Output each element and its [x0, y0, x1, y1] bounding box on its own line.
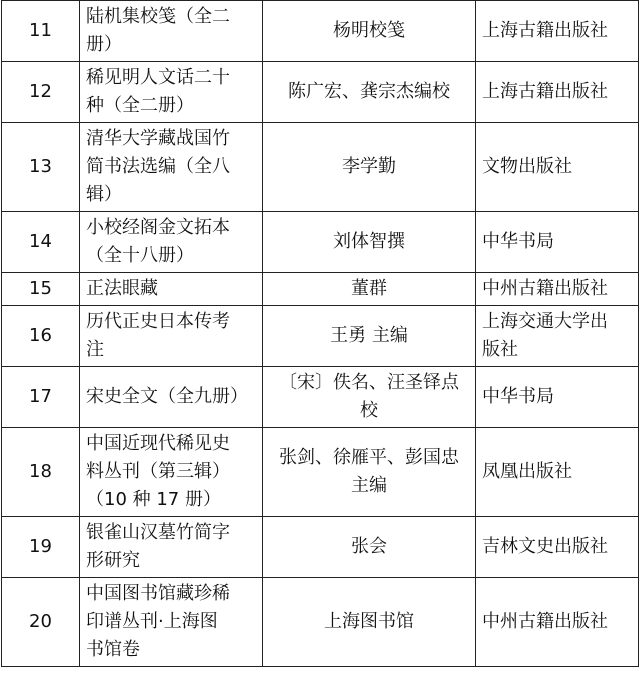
- book-editor: 李学勤: [263, 123, 476, 212]
- table-row: [2, 1, 639, 62]
- table-row: [2, 273, 639, 306]
- book-publisher: 吉林文史出版社: [476, 517, 639, 578]
- book-editor: 王勇 主编: [263, 306, 476, 367]
- book-publisher: 中华书局: [476, 367, 639, 428]
- row-number: 14: [2, 212, 80, 273]
- book-editor: 刘体智撰: [263, 212, 476, 273]
- book-title: 中国图书馆藏珍稀 印谱丛刊·上海图 书馆卷: [80, 578, 263, 667]
- table-row: [2, 212, 639, 273]
- book-publisher: 上海交通大学出 版社: [476, 306, 639, 367]
- book-editor: 杨明校笺: [263, 1, 476, 62]
- table-row: [2, 578, 639, 667]
- book-title: 陆机集校笺（全二 册）: [80, 1, 263, 62]
- book-publisher: 中华书局: [476, 212, 639, 273]
- row-number: 12: [2, 62, 80, 123]
- row-number: 17: [2, 367, 80, 428]
- table-row: [2, 367, 639, 428]
- row-number: 11: [2, 1, 80, 62]
- book-editor: 张会: [263, 517, 476, 578]
- table-row: [2, 62, 639, 123]
- book-editor: 董群: [263, 273, 476, 306]
- book-editor: 张剑、徐雁平、彭国忠 主编: [263, 428, 476, 517]
- book-title: 中国近现代稀见史 料丛刊（第三辑） （10 种 17 册）: [80, 428, 263, 517]
- row-number: 16: [2, 306, 80, 367]
- book-editor: 〔宋〕佚名、汪圣铎点 校: [263, 367, 476, 428]
- book-publisher: 上海古籍出版社: [476, 62, 639, 123]
- book-title: 银雀山汉墓竹简字 形研究: [80, 517, 263, 578]
- book-editor: 上海图书馆: [263, 578, 476, 667]
- book-list-table: [1, 0, 639, 667]
- book-title: 历代正史日本传考 注: [80, 306, 263, 367]
- book-publisher: 中州古籍出版社: [476, 273, 639, 306]
- table-row: [2, 306, 639, 367]
- row-number: 15: [2, 273, 80, 306]
- book-title: 小校经阁金文拓本 （全十八册）: [80, 212, 263, 273]
- row-number: 13: [2, 123, 80, 212]
- book-title: 宋史全文（全九册）: [80, 367, 263, 428]
- row-number: 20: [2, 578, 80, 667]
- row-number: 19: [2, 517, 80, 578]
- book-publisher: 凤凰出版社: [476, 428, 639, 517]
- book-title: 清华大学藏战国竹 简书法选编（全八 辑）: [80, 123, 263, 212]
- book-title: 正法眼藏: [80, 273, 263, 306]
- table-row: [2, 428, 639, 517]
- book-title: 稀见明人文话二十 种（全二册）: [80, 62, 263, 123]
- table-row: [2, 123, 639, 212]
- table-row: [2, 517, 639, 578]
- book-publisher: 中州古籍出版社: [476, 578, 639, 667]
- book-publisher: 上海古籍出版社: [476, 1, 639, 62]
- book-editor: 陈广宏、龚宗杰编校: [263, 62, 476, 123]
- book-publisher: 文物出版社: [476, 123, 639, 212]
- row-number: 18: [2, 428, 80, 517]
